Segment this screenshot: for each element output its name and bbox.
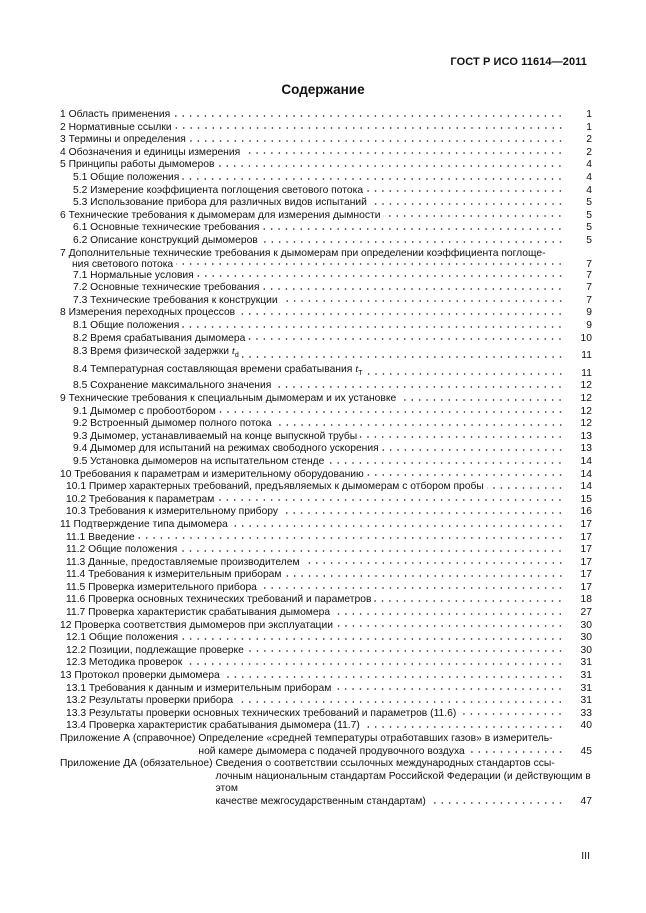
toc-subentry[interactable] — [60, 594, 592, 607]
toc-entry-label-line: 7 Дополнительные технические требования к дымомерам при определении коэффициента поглоще- — [60, 247, 546, 259]
leader-dots — [275, 421, 564, 429]
leader-dots — [182, 323, 564, 331]
toc-entry-page: 11 — [581, 350, 592, 362]
toc-title: Содержание — [281, 82, 365, 97]
toc-entry-page: 4 — [586, 159, 592, 171]
page-number: III — [581, 850, 590, 862]
toc-subentry[interactable] — [60, 481, 592, 494]
toc-entry-multiline[interactable] — [60, 248, 592, 270]
leader-dots — [182, 175, 564, 183]
toc-entry-label: 13.1 Требования к данным и измерительным приборам — [66, 682, 332, 694]
leader-dots — [243, 149, 564, 157]
toc-entry-label: 11.4 Требования к измерительным приборам — [66, 569, 282, 581]
toc-subentry[interactable] — [60, 657, 592, 670]
toc-subentry[interactable] — [60, 632, 592, 645]
toc-entry-page: 17 — [580, 581, 592, 593]
toc-subentry[interactable] — [60, 295, 592, 308]
toc-entry[interactable] — [60, 469, 592, 482]
toc-subentry[interactable] — [60, 406, 592, 419]
leader-dots — [185, 660, 564, 668]
leader-dots — [176, 260, 564, 268]
toc-entry-page: 14 — [580, 481, 592, 493]
toc-entry-page: 5 — [586, 197, 592, 209]
toc-subentry[interactable] — [60, 532, 592, 545]
leader-dots — [173, 112, 564, 120]
leader-dots — [366, 370, 564, 378]
toc-entry-label: 12.3 Методика проверок — [66, 657, 183, 669]
leader-dots — [236, 698, 564, 706]
toc-entry-label: 13.3 Результаты проверки основных технических требований и параметров (11.6) — [66, 707, 457, 719]
toc-entry-page: 27 — [580, 607, 592, 619]
toc-entry-label: 6 Технические требования к дымомерам для измерения дымности — [60, 209, 381, 221]
toc-entry-page: 17 — [580, 569, 592, 581]
leader-dots — [360, 433, 564, 441]
leader-dots — [303, 559, 564, 567]
toc-subentry[interactable] — [60, 443, 592, 456]
leader-dots — [260, 584, 564, 592]
toc-entry-page: 30 — [580, 632, 592, 644]
leader-dots — [333, 610, 564, 618]
leader-dots — [197, 272, 564, 280]
toc-entry-label: 10 Требования к параметрам и измерительному оборудованию — [60, 468, 364, 480]
leader-dots — [217, 496, 564, 504]
toc-entry-page: 1 — [586, 121, 592, 133]
leader-dots — [180, 547, 564, 555]
leader-dots — [366, 187, 564, 195]
leader-dots — [242, 353, 564, 361]
leader-dots — [459, 710, 564, 718]
toc-entry-page: 17 — [580, 518, 592, 530]
toc-entry-label: 9.3 Дымомер, устанавливаемый на конце выпускной трубы — [73, 430, 358, 442]
toc-entry-page: 30 — [580, 644, 592, 656]
standard-number: ГОСТ Р ИСО 11614—2011 — [450, 56, 587, 68]
toc-entry-page: 7 — [586, 269, 592, 281]
toc-entry-page: 40 — [580, 720, 592, 732]
leader-dots — [429, 799, 564, 807]
toc-subentry[interactable] — [60, 363, 592, 381]
toc-subentry[interactable] — [60, 235, 592, 248]
leader-dots — [487, 484, 564, 492]
toc-subentry[interactable] — [60, 494, 592, 507]
leader-dots — [334, 685, 564, 693]
toc-subentry[interactable] — [60, 333, 592, 346]
toc-subentry[interactable] — [60, 607, 592, 620]
appendix-title-line: ной камере дымомера с подачей продувочного воздуха — [198, 745, 465, 757]
toc-entry[interactable] — [60, 670, 592, 683]
leader-dots — [138, 534, 564, 542]
toc-entry-page: 31 — [580, 695, 592, 707]
toc-entry-label: 8.3 Время физической задержки — [73, 346, 229, 358]
toc-entry-label: 3 Термины и определения — [60, 134, 186, 146]
toc-entry-page: 45 — [580, 745, 592, 757]
toc-subentry[interactable] — [60, 720, 592, 733]
toc-entry-page: 12 — [580, 418, 592, 430]
leader-dots — [189, 137, 564, 145]
leader-dots — [399, 396, 564, 404]
toc-entry-page: 2 — [586, 146, 592, 158]
toc-entry-label: 4 Обозначения и единицы измерения — [60, 146, 241, 158]
toc-entry-label: 8 Измерения переходных процессов — [60, 307, 236, 319]
toc-entry-page: 15 — [580, 493, 592, 505]
toc-subentry[interactable] — [60, 544, 592, 557]
toc-entry-page: 17 — [580, 544, 592, 556]
toc-entry-label-line: ния светового потока — [72, 258, 174, 270]
symbol-subscript: d — [234, 352, 239, 360]
leader-dots — [383, 212, 564, 220]
toc-entry-label: 12.1 Общие положения — [66, 632, 179, 644]
leader-dots — [370, 200, 564, 208]
toc-entry-page: 11 — [581, 367, 592, 379]
appendix-prefix: Приложение ДА (обязательное) — [60, 758, 213, 770]
toc-subentry[interactable] — [60, 683, 592, 696]
toc-entry[interactable] — [60, 307, 592, 320]
appendix-title-line: Определение «средней температуры отработавших газов» в измеритель- — [198, 733, 553, 744]
toc-entry-label: 13 Протокол проверки дымомера — [60, 670, 220, 682]
toc-entry[interactable] — [60, 122, 592, 135]
toc-entry[interactable] — [60, 147, 592, 160]
toc-entry-label: 5 Принципы работы дымомеров — [60, 159, 215, 171]
leader-dots — [175, 124, 564, 132]
toc-entry-page: 13 — [580, 430, 592, 442]
appendix-prefix: Приложение А (справочное) — [60, 733, 196, 744]
toc-entry-label: 11 Подтверждение типа дымомера — [60, 518, 228, 530]
toc-entry-page: 12 — [580, 405, 592, 417]
symbol-subscript: T — [358, 369, 363, 377]
toc-entry[interactable] — [60, 109, 592, 122]
leader-dots — [382, 446, 564, 454]
toc-entry-page: 2 — [586, 134, 592, 146]
toc-subentry[interactable] — [60, 185, 592, 198]
toc-entry-page: 5 — [586, 234, 592, 246]
toc-entry-page: 10 — [580, 332, 592, 344]
toc-entry-page: 31 — [580, 670, 592, 682]
toc-entry-page: 47 — [580, 795, 592, 807]
toc-entry-label: 12.2 Позиции, подлежащие проверке — [66, 644, 244, 656]
toc-entry-label: 10.1 Пример характерных требований, предъявляемых к дымомерам с отбором пробы — [66, 481, 484, 493]
toc-subentry[interactable] — [60, 645, 592, 658]
toc-entry-page: 31 — [580, 682, 592, 694]
leader-dots — [261, 238, 564, 246]
toc-entry-label: 12 Проверка соответствия дымомеров при эксплуатации — [60, 619, 333, 631]
toc-entry-label: 1 Область применения — [60, 109, 171, 120]
toc-entry-label: 7.2 Основные технические требования — [73, 282, 260, 294]
toc-entry-page: 16 — [580, 506, 592, 518]
toc-entry-label: 6.2 Описание конструкций дымомеров — [73, 234, 258, 246]
toc-entry-label: 10.3 Требования к измерительному прибору — [66, 506, 279, 518]
leader-dots — [262, 285, 564, 293]
toc-entry-page: 31 — [580, 657, 592, 669]
toc-entry-label: 9.4 Дымомер для испытаний на режимах свободного ускорения — [73, 443, 379, 455]
leader-dots — [327, 459, 564, 467]
toc-entry[interactable] — [60, 620, 592, 633]
toc-entry-label: 11.3 Данные, предоставляемые производителем — [66, 556, 300, 568]
leader-dots — [247, 647, 564, 655]
toc-subentry[interactable] — [60, 222, 592, 235]
symbol-t: t — [231, 345, 235, 358]
toc-entry-page: 1 — [586, 109, 592, 120]
toc-subentry[interactable] — [60, 270, 592, 283]
symbol-t: t — [355, 362, 359, 375]
toc-entry-page: 7 — [586, 294, 592, 306]
table-of-contents — [60, 109, 592, 809]
toc-entry[interactable] — [60, 519, 592, 532]
toc-entry-label: 8.5 Сохранение максимального значения — [73, 380, 272, 392]
toc-entry-label: 9.2 Встроенный дымомер полного потока — [73, 418, 272, 430]
toc-subentry[interactable] — [60, 695, 592, 708]
toc-entry[interactable] — [60, 134, 592, 147]
leader-dots — [363, 723, 564, 731]
toc-entry-page: 17 — [580, 531, 592, 543]
leader-dots — [217, 162, 564, 170]
appendix-title-line: лочным национальным стандартам Российской Федерации (и действующим в этом — [215, 770, 591, 795]
leader-dots — [181, 635, 564, 643]
leader-dots — [367, 471, 564, 479]
toc-entry-label: 13.4 Проверка характеристик срабатывания дымомера (11.7) — [66, 720, 360, 732]
toc-entry[interactable] — [60, 393, 592, 406]
leader-dots — [219, 408, 564, 416]
toc-entry-label: 11.7 Проверка характеристик срабатывания дымомера — [66, 607, 331, 619]
toc-entry-page: 9 — [586, 307, 592, 319]
toc-entry-label: 9.5 Установка дымомеров на испытательном стенде — [73, 455, 325, 467]
toc-entry[interactable] — [60, 159, 592, 172]
toc-entry-label: 5.3 Использование прибора для различных видов испытаний — [73, 197, 367, 209]
toc-subentry[interactable] — [60, 380, 592, 393]
appendix-title-line: Сведения о соответствии ссылочных международных стандартов ссы- — [215, 758, 555, 770]
toc-entry-label: 11.6 Проверка основных технических требований и параметров — [66, 594, 372, 606]
toc-appendix-a[interactable] — [60, 733, 592, 758]
toc-subentry[interactable] — [60, 431, 592, 444]
appendix-title-line: качестве межгосударственным стандартам) — [215, 795, 426, 807]
toc-entry-page: 9 — [586, 319, 592, 331]
toc-entry-label: 11.2 Общие положения — [66, 544, 178, 556]
toc-entry-label: 7.3 Технические требования к конструкции — [73, 294, 278, 306]
toc-entry-label: 5.2 Измерение коэффициента поглощения светового потока — [73, 184, 364, 196]
toc-entry-label: 6.1 Основные технические требования — [73, 222, 260, 234]
toc-entry-page: 12 — [580, 392, 592, 404]
toc-entry-page: 30 — [580, 619, 592, 631]
toc-subentry[interactable] — [60, 506, 592, 519]
toc-entry-page: 7 — [586, 282, 592, 294]
toc-appendix-da[interactable] — [60, 758, 592, 808]
leader-dots — [231, 522, 564, 530]
toc-subentry[interactable] — [60, 456, 592, 469]
toc-entry-label: 8.1 Общие положения — [73, 319, 180, 331]
toc-entry-page: 13 — [580, 443, 592, 455]
leader-dots — [281, 297, 564, 305]
toc-entry-label: 5.1 Общие положения — [73, 171, 180, 183]
leader-dots — [223, 673, 564, 681]
toc-entry-page: 4 — [586, 184, 592, 196]
leader-dots — [281, 509, 564, 517]
toc-subentry[interactable] — [60, 320, 592, 333]
leader-dots — [248, 335, 564, 343]
leader-dots — [238, 310, 564, 318]
toc-entry-label: 9 Технические требования к специальным дымомерам и их установке — [60, 392, 397, 404]
toc-subentry[interactable] — [60, 418, 592, 431]
toc-entry-label: 9.1 Дымомер с пробоотбором — [73, 405, 216, 417]
toc-subentry[interactable] — [60, 708, 592, 721]
leader-dots — [262, 225, 564, 233]
toc-entry-page: 5 — [586, 222, 592, 234]
leader-dots — [274, 383, 564, 391]
toc-entry-label: 8.4 Температурная составляющая времени срабатывания — [73, 363, 353, 375]
toc-entry-label: 10.2 Требования к параметрам — [66, 493, 215, 505]
leader-dots — [285, 572, 565, 580]
toc-entry-page: 33 — [580, 707, 592, 719]
toc-entry-page: 4 — [586, 171, 592, 183]
toc-subentry[interactable] — [60, 282, 592, 295]
toc-entry-page: 14 — [580, 455, 592, 467]
toc-entry-label: 2 Нормативные ссылки — [60, 121, 172, 133]
toc-subentry[interactable] — [60, 569, 592, 582]
toc-entry-page: 12 — [580, 380, 592, 392]
toc-entry-page: 17 — [580, 556, 592, 568]
toc-entry-label: 11.1 Введение — [66, 531, 135, 543]
toc-subentry[interactable] — [60, 197, 592, 210]
toc-entry-page: 14 — [580, 468, 592, 480]
toc-entry[interactable] — [60, 210, 592, 223]
leader-dots — [336, 622, 564, 630]
toc-subentry[interactable] — [60, 345, 592, 363]
toc-entry-label: 7.1 Нормальные условия — [73, 269, 194, 281]
leader-dots — [374, 597, 564, 605]
leader-dots — [468, 748, 564, 756]
toc-entry-label: 8.2 Время срабатывания дымомера — [73, 332, 246, 344]
toc-entry-page: 18 — [580, 594, 592, 606]
toc-subentry[interactable] — [60, 582, 592, 595]
toc-entry-page: 7 — [586, 258, 592, 270]
toc-entry-page: 5 — [586, 209, 592, 221]
toc-entry-label: 13.2 Результаты проверки прибора — [66, 695, 234, 707]
toc-entry-label: 11.5 Проверка измерительного прибора — [66, 581, 257, 593]
toc-subentry[interactable] — [60, 172, 592, 185]
toc-subentry[interactable] — [60, 557, 592, 570]
